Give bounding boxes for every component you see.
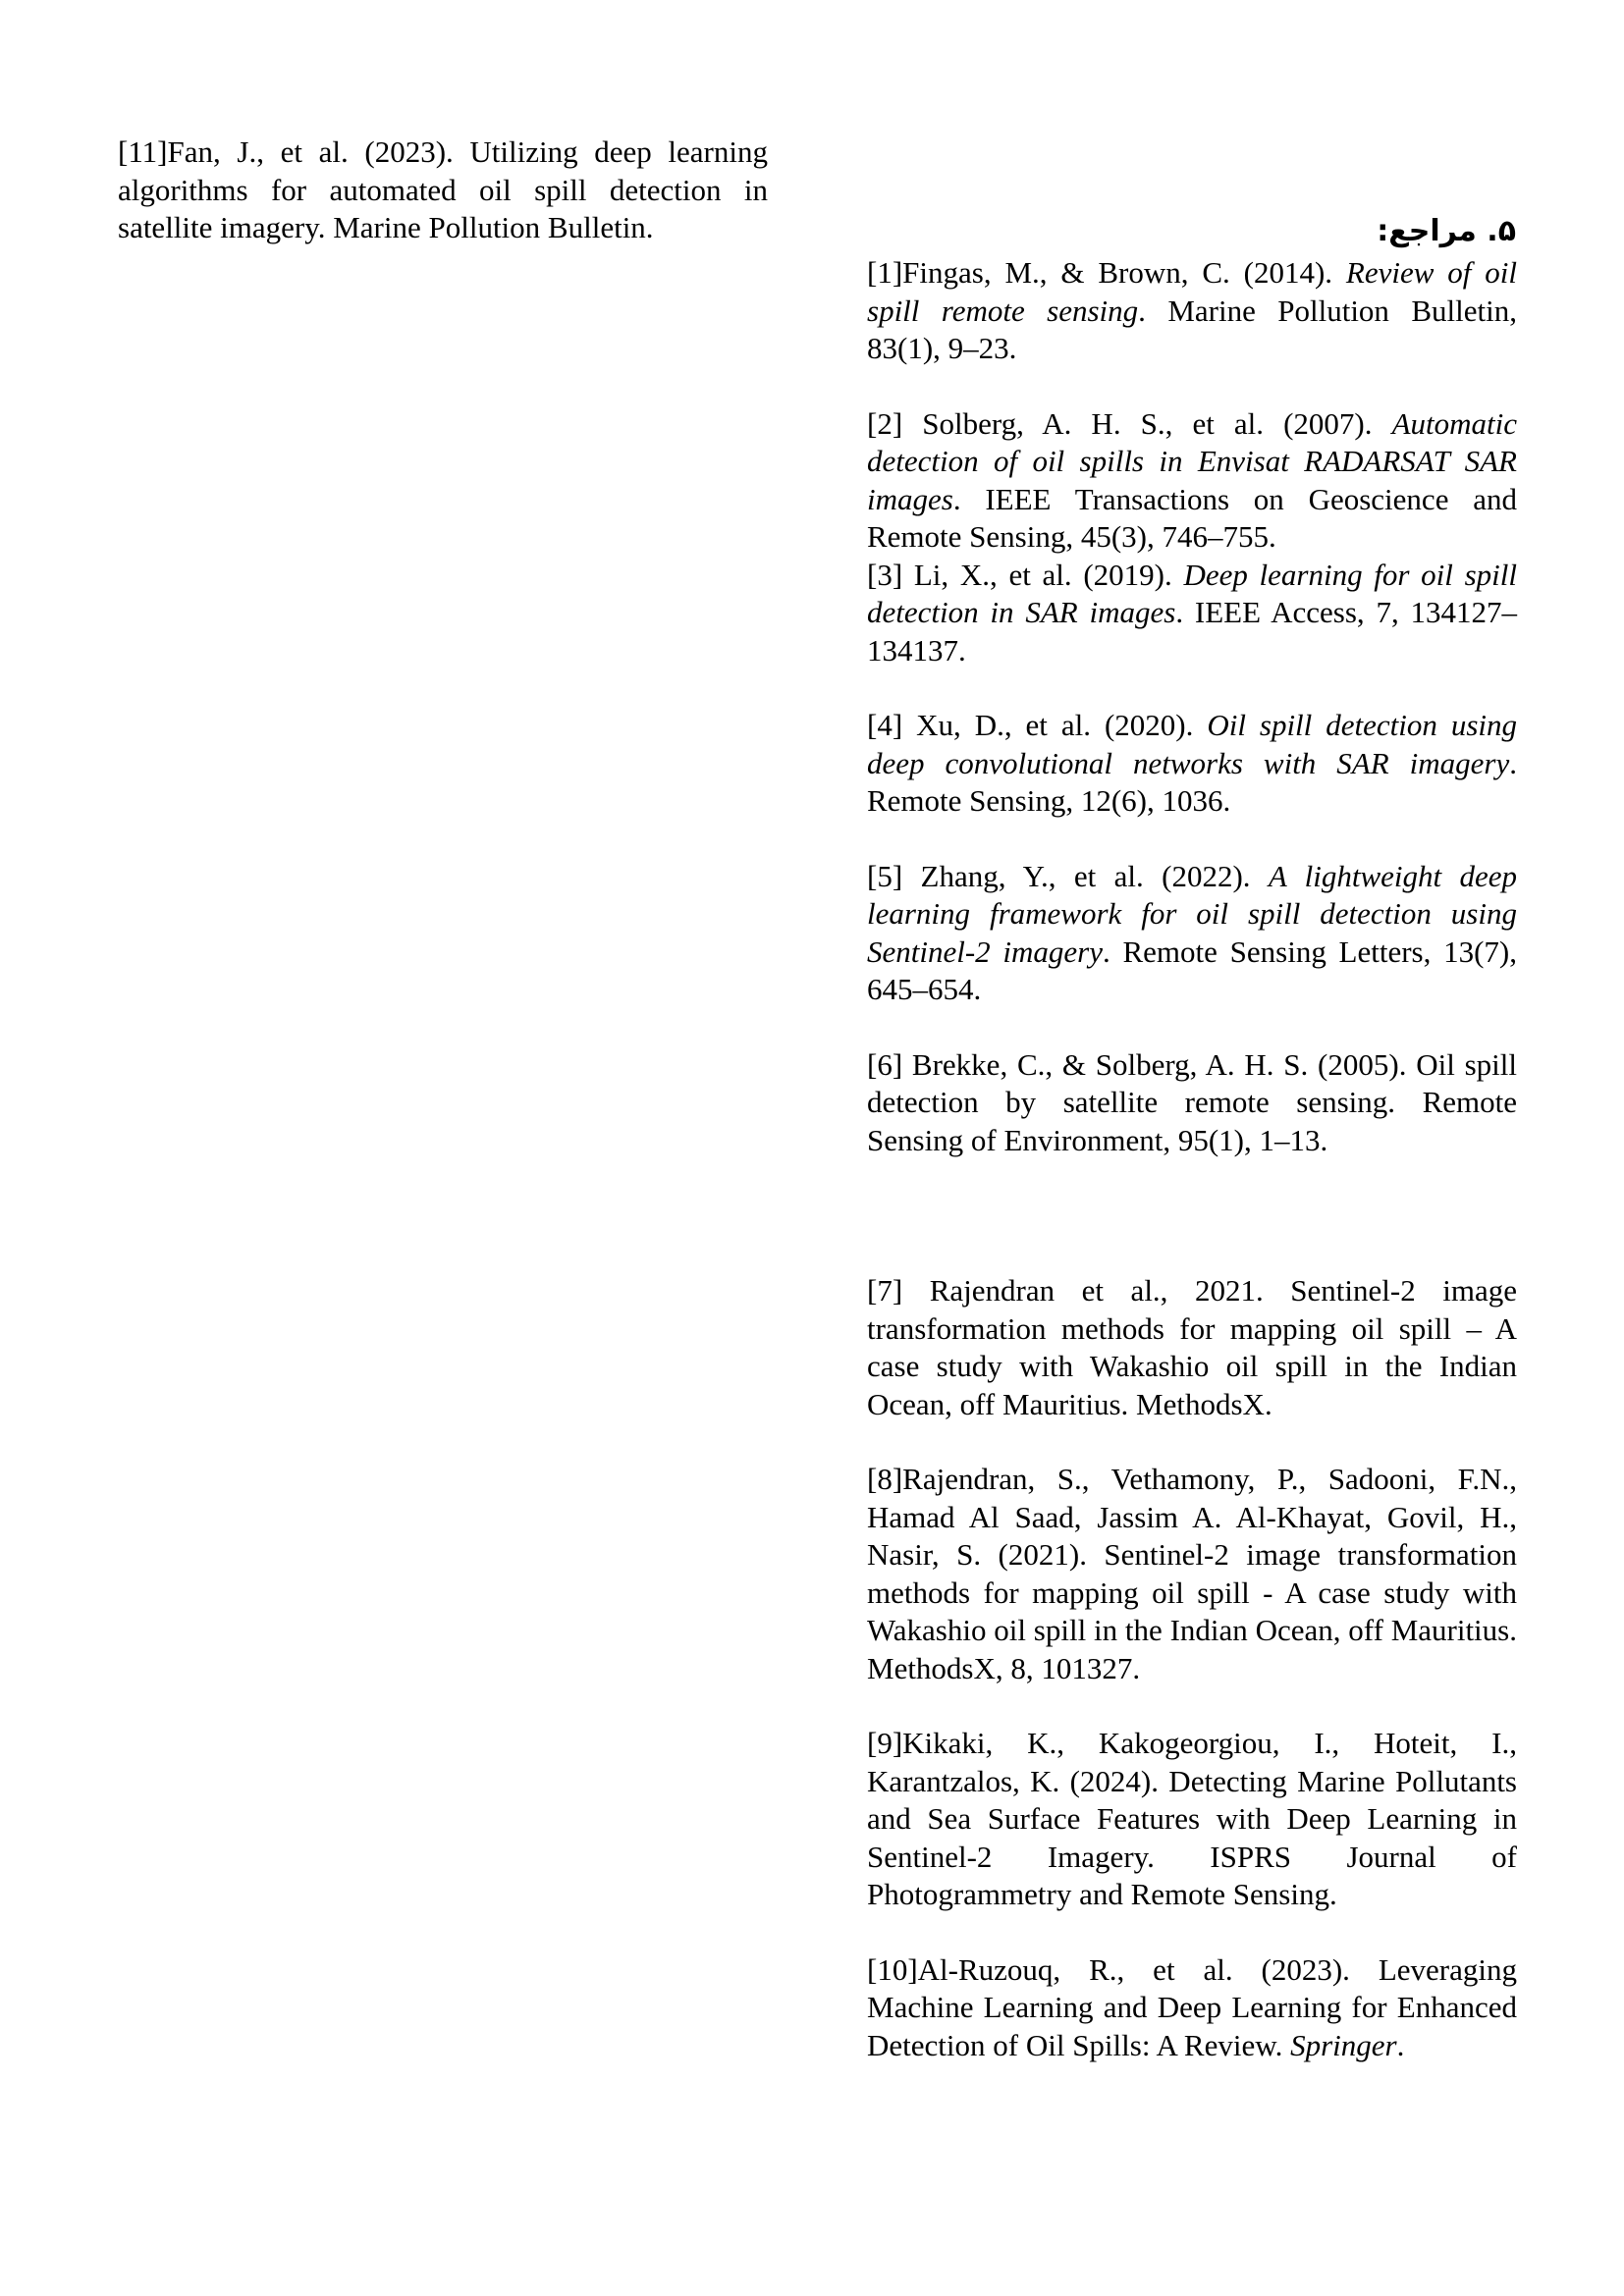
reference-title: Review of oil spill remote sensing (867, 255, 1517, 328)
reference-id: [6] (867, 1046, 903, 1082)
reference-text: Solberg, A. H. S., et al. (2007). (902, 405, 1392, 441)
reference-text-tail: . (1396, 2027, 1405, 2062)
reference-text: Fan, J., et al. (2023). Utilizing deep learning algorithms for automated oil spill detection in satellite imagery. Marine Pollution Bulletin. (118, 134, 768, 244)
reference-text-tail: . IEEE Transactions on Geoscience and Remote Sensing, 45(3), 746–755. (867, 481, 1517, 554)
reference-title: Automatic detection of oil spills in Envisat RADARSAT SAR images (867, 405, 1517, 516)
reference-6 (867, 1046, 1517, 1160)
reference-title: Oil spill detection using deep convolutional networks with SAR imagery (867, 708, 1517, 780)
reference-id: [8] (867, 1462, 903, 1496)
reference-4 (867, 707, 1517, 821)
reference-id: [3] (867, 557, 903, 592)
reference-id: [10] (867, 1951, 918, 1987)
reference-text: Al-Ruzouq, R., et al. (2023). Leveraging Machine Learning and Deep Learning for Enhanced Detection of Oil Spills: A Review. (867, 1951, 1517, 2062)
reference-id: [2] (867, 405, 903, 441)
reference-id: [1] (867, 255, 903, 290)
reference-11 (118, 133, 768, 247)
reference-text: Xu, D., et al. (2020). (902, 708, 1208, 742)
reference-id: [11] (118, 134, 168, 169)
reference-3 (867, 557, 1517, 670)
reference-1 (867, 254, 1517, 368)
reference-text: Zhang, Y., et al. (2022). (902, 858, 1269, 893)
reference-text: Rajendran, S., Vethamony, P., Sadooni, F.N., Hamad Al Saad, Jassim A. Al-Khayat, Govil, H., Nasir, S. (2021). Sentinel-2 image transformation methods for mapping oil spill - A case study with Wakashio oil spill in the Indian Ocean, off Mauritius. MethodsX, 8, 101327. (867, 1462, 1517, 1685)
reference-title: Deep learning for oil spill detection in SAR images (867, 557, 1517, 629)
reference-2 (867, 405, 1517, 557)
reference-text-tail: . IEEE Access, 7, 134127–134137. (867, 595, 1517, 667)
reference-title: Springer (1290, 2027, 1397, 2062)
references-heading: ۵. مراجع: (1377, 214, 1516, 248)
reference-text-tail: . Remote Sensing, 12(6), 1036. (867, 745, 1517, 818)
reference-title: A lightweight deep learning framework for oil spill detection using Sentinel-2 imagery (867, 858, 1517, 969)
reference-id: [7] (867, 1273, 903, 1308)
reference-text: Li, X., et al. (2019). (902, 557, 1184, 592)
reference-7 (867, 1272, 1517, 1423)
reference-id: [5] (867, 858, 903, 893)
reference-text: Fingas, M., & Brown, C. (2014). (902, 255, 1346, 290)
right-column (867, 254, 1517, 2064)
reference-8 (867, 1461, 1517, 1687)
reference-text: Kikaki, K., Kakogeorgiou, I., Hoteit, I., Karantzalos, K. (2024). Detecting Marine Pollutants and Sea Surface Features with Deep Learning in Sentinel-2 Imagery. ISPRS Journal of Photogrammetry and Remote Sensing. (867, 1726, 1517, 1911)
reference-text-tail: . Marine Pollution Bulletin, 83(1), 9–23. (867, 293, 1517, 365)
reference-10 (867, 1951, 1517, 2065)
reference-9 (867, 1725, 1517, 1914)
reference-text-tail: . Remote Sensing Letters, 13(7), 645–654. (867, 934, 1517, 1006)
reference-text: Brekke, C., & Solberg, A. H. S. (2005). Oil spill detection by satellite remote sensing. Remote Sensing of Environment, 95(1), 1–13. (867, 1046, 1517, 1157)
reference-5 (867, 858, 1517, 1009)
reference-id: [9] (867, 1726, 903, 1760)
reference-id: [4] (867, 708, 903, 742)
reference-text: Rajendran et al., 2021. Sentinel-2 image transformation methods for mapping oil spill – A case study with Wakashio oil spill in the Indian Ocean, off Mauritius. MethodsX. (867, 1273, 1517, 1421)
left-column (118, 133, 768, 247)
